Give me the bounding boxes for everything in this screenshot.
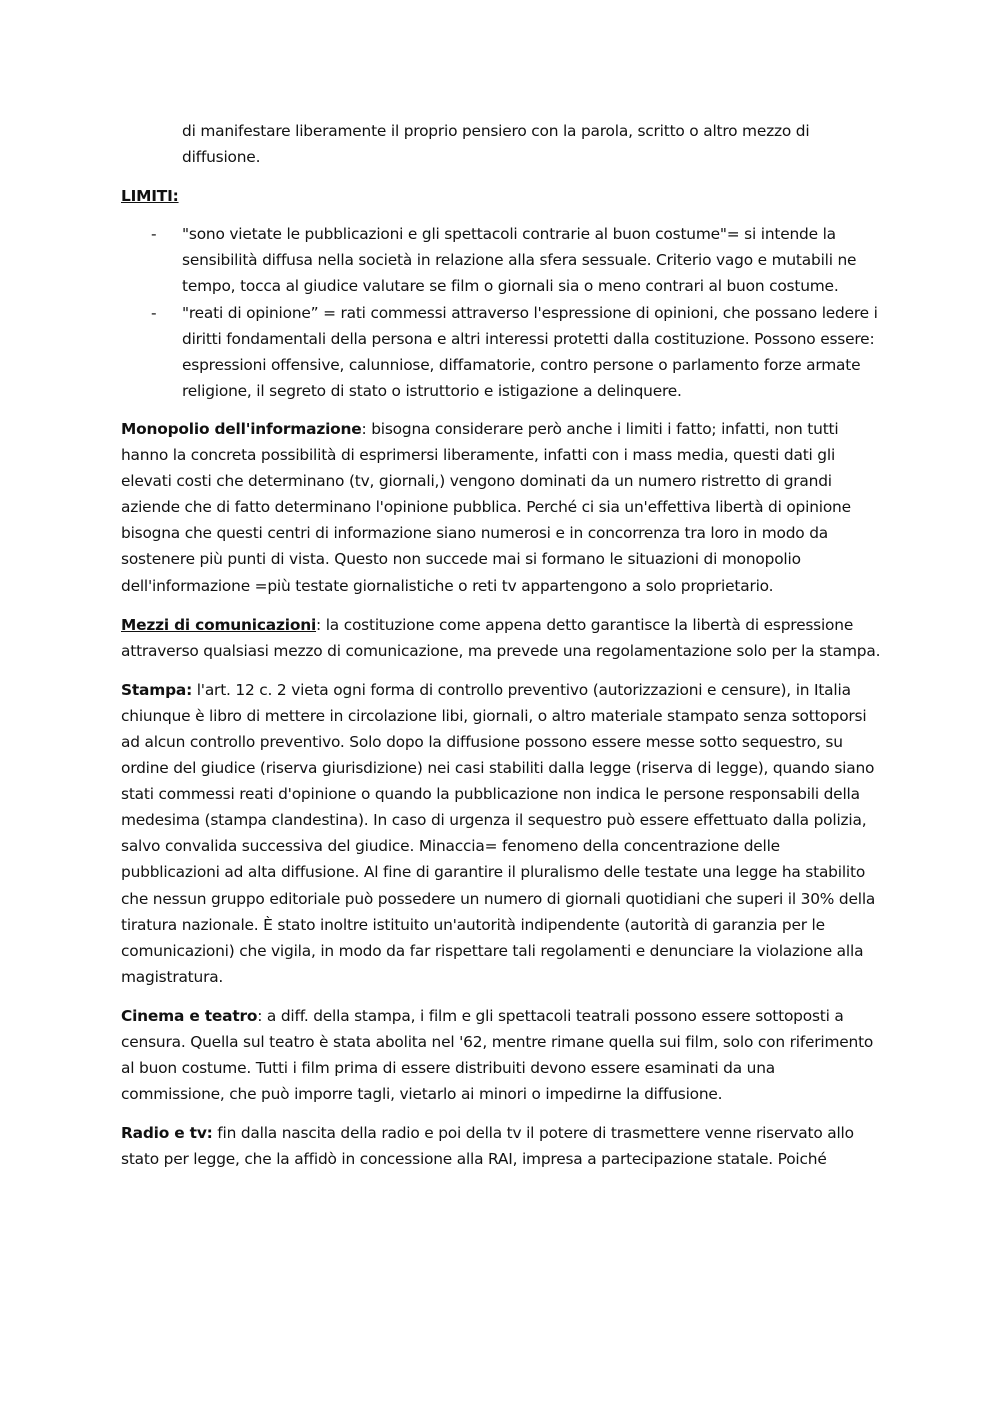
list-item-text: "reati di opinione” = rati commessi attraverso l'espressione di opinioni, che possano ledere i diritti fondamentali della persona e altri interessi protetti dalla costituzione. Possono essere: espressioni offensive, calunniose, diffamatorie, contro persone o parlamento forze armate religione, il segreto di stato o istruttorio e istigazione a delinquere. bbox=[182, 303, 878, 400]
section-text: : a diff. della stampa, i film e gli spettacoli teatrali possono essere sottoposti a censura. Quella sul teatro è stata abolita nel '62, mentre rimane quella sui film, solo con riferimento al buon costume. Tutti i film prima di essere distribuiti devono essere esaminati da una commissione, che può imporre tagli, vietarlo ai minori o impedirne la diffusione. bbox=[121, 1006, 874, 1104]
section-term: Cinema e teatro bbox=[121, 1006, 258, 1025]
section-term: Radio e tv: bbox=[121, 1124, 213, 1143]
document-page bbox=[121, 118, 881, 1185]
section-stampa bbox=[121, 677, 881, 990]
section-term: Monopolio dell'informazione bbox=[121, 419, 362, 438]
section-term: Stampa: bbox=[121, 680, 193, 699]
list-bullet: - bbox=[151, 303, 157, 322]
section-text: l'art. 12 c. 2 vieta ogni forma di controllo preventivo (autorizzazioni e censure), in Italia chiunque è libro di mettere in circolazione libi, giornali, o altro materiale stampato senza sottoporsi ad alcun controllo preventivo. Solo dopo la diffusione possono essere messe sotto sequestro, su ordine del giudice (riserva giurisdizione) nei casi stabiliti dalla legge (riserva di legge), quando siano stati commessi reati d'opinione o quando la pubblicazione non indica le persone responsabili della medesima (stampa clandestina). In caso di urgenza il sequestro può essere effettuato dalla polizia, salvo convalida successiva del giudice. Minaccia= fenomeno della concentrazione delle pubblicazioni ad alta diffusione. Al fine di garantire il pluralismo delle testate una legge ha stabilito che nessun gruppo editoriale può possedere un numero di giornali quotidiani che superi il 30% della tiratura nazionale. È stato inoltre istituito un'autorità indipendente (autorità di garanzia per le comunicazioni) che vigila, in modo da far rispettare tali regolamenti e denunciare la violazione alla magistratura. bbox=[121, 680, 876, 986]
section-radio bbox=[121, 1120, 881, 1172]
section-text: : bisogna considerare però anche i limiti i fatto; infatti, non tutti hanno la concreta possibilità di esprimersi liberamente, infatti con i mass media, questi dati gli elevati costi che determinano (tv, giornali,) vengono dominati da un numero ristretto di grandi aziende che di fatto determinano l'opinione pubblica. Perché ci sia un'effettiva libertà di opinione bisogna che questi centri di informazione siano numerosi e in concorrenza tra loro in modo da sostenere più punti di vista. Questo non succede mai si formano le situazioni di monopolio dell'informazione =più testate giornalistiche o reti tv appartengono a solo proprietario. bbox=[121, 419, 851, 595]
section-term: Mezzi di comunicazioni bbox=[121, 615, 317, 634]
list-item bbox=[121, 221, 881, 299]
section-text: : la costituzione come appena detto garantisce la libertà di espressione attraverso qualsiasi mezzo di comunicazione, ma prevede una regolamentazione solo per la stampa. bbox=[121, 615, 881, 660]
limits-heading: LIMITI: bbox=[121, 187, 179, 206]
intro-continuation: di manifestare liberamente il proprio pensiero con la parola, scritto o altro mezzo di diffusione. bbox=[182, 122, 810, 167]
section-text: fin dalla nascita della radio e poi della tv il potere di trasmettere venne riservato allo stato per legge, che la affidò in concessione alla RAI, impresa a partecipazione statale. Poiché bbox=[121, 1124, 854, 1169]
section-cinema bbox=[121, 1003, 881, 1107]
list-item bbox=[121, 300, 881, 404]
section-monopolio bbox=[121, 416, 881, 599]
list-item-text: "sono vietate le pubblicazioni e gli spettacoli contrarie al buon costume"= si intende la sensibilità diffusa nella società in relazione alla sfera sessuale. Criterio vago e mutabili ne tempo, tocca al giudice valutare se film o giornali sia o meno contrari al buon costume. bbox=[182, 225, 857, 296]
section-mezzi bbox=[121, 612, 881, 664]
limits-list bbox=[121, 221, 881, 404]
list-bullet: - bbox=[151, 225, 157, 244]
